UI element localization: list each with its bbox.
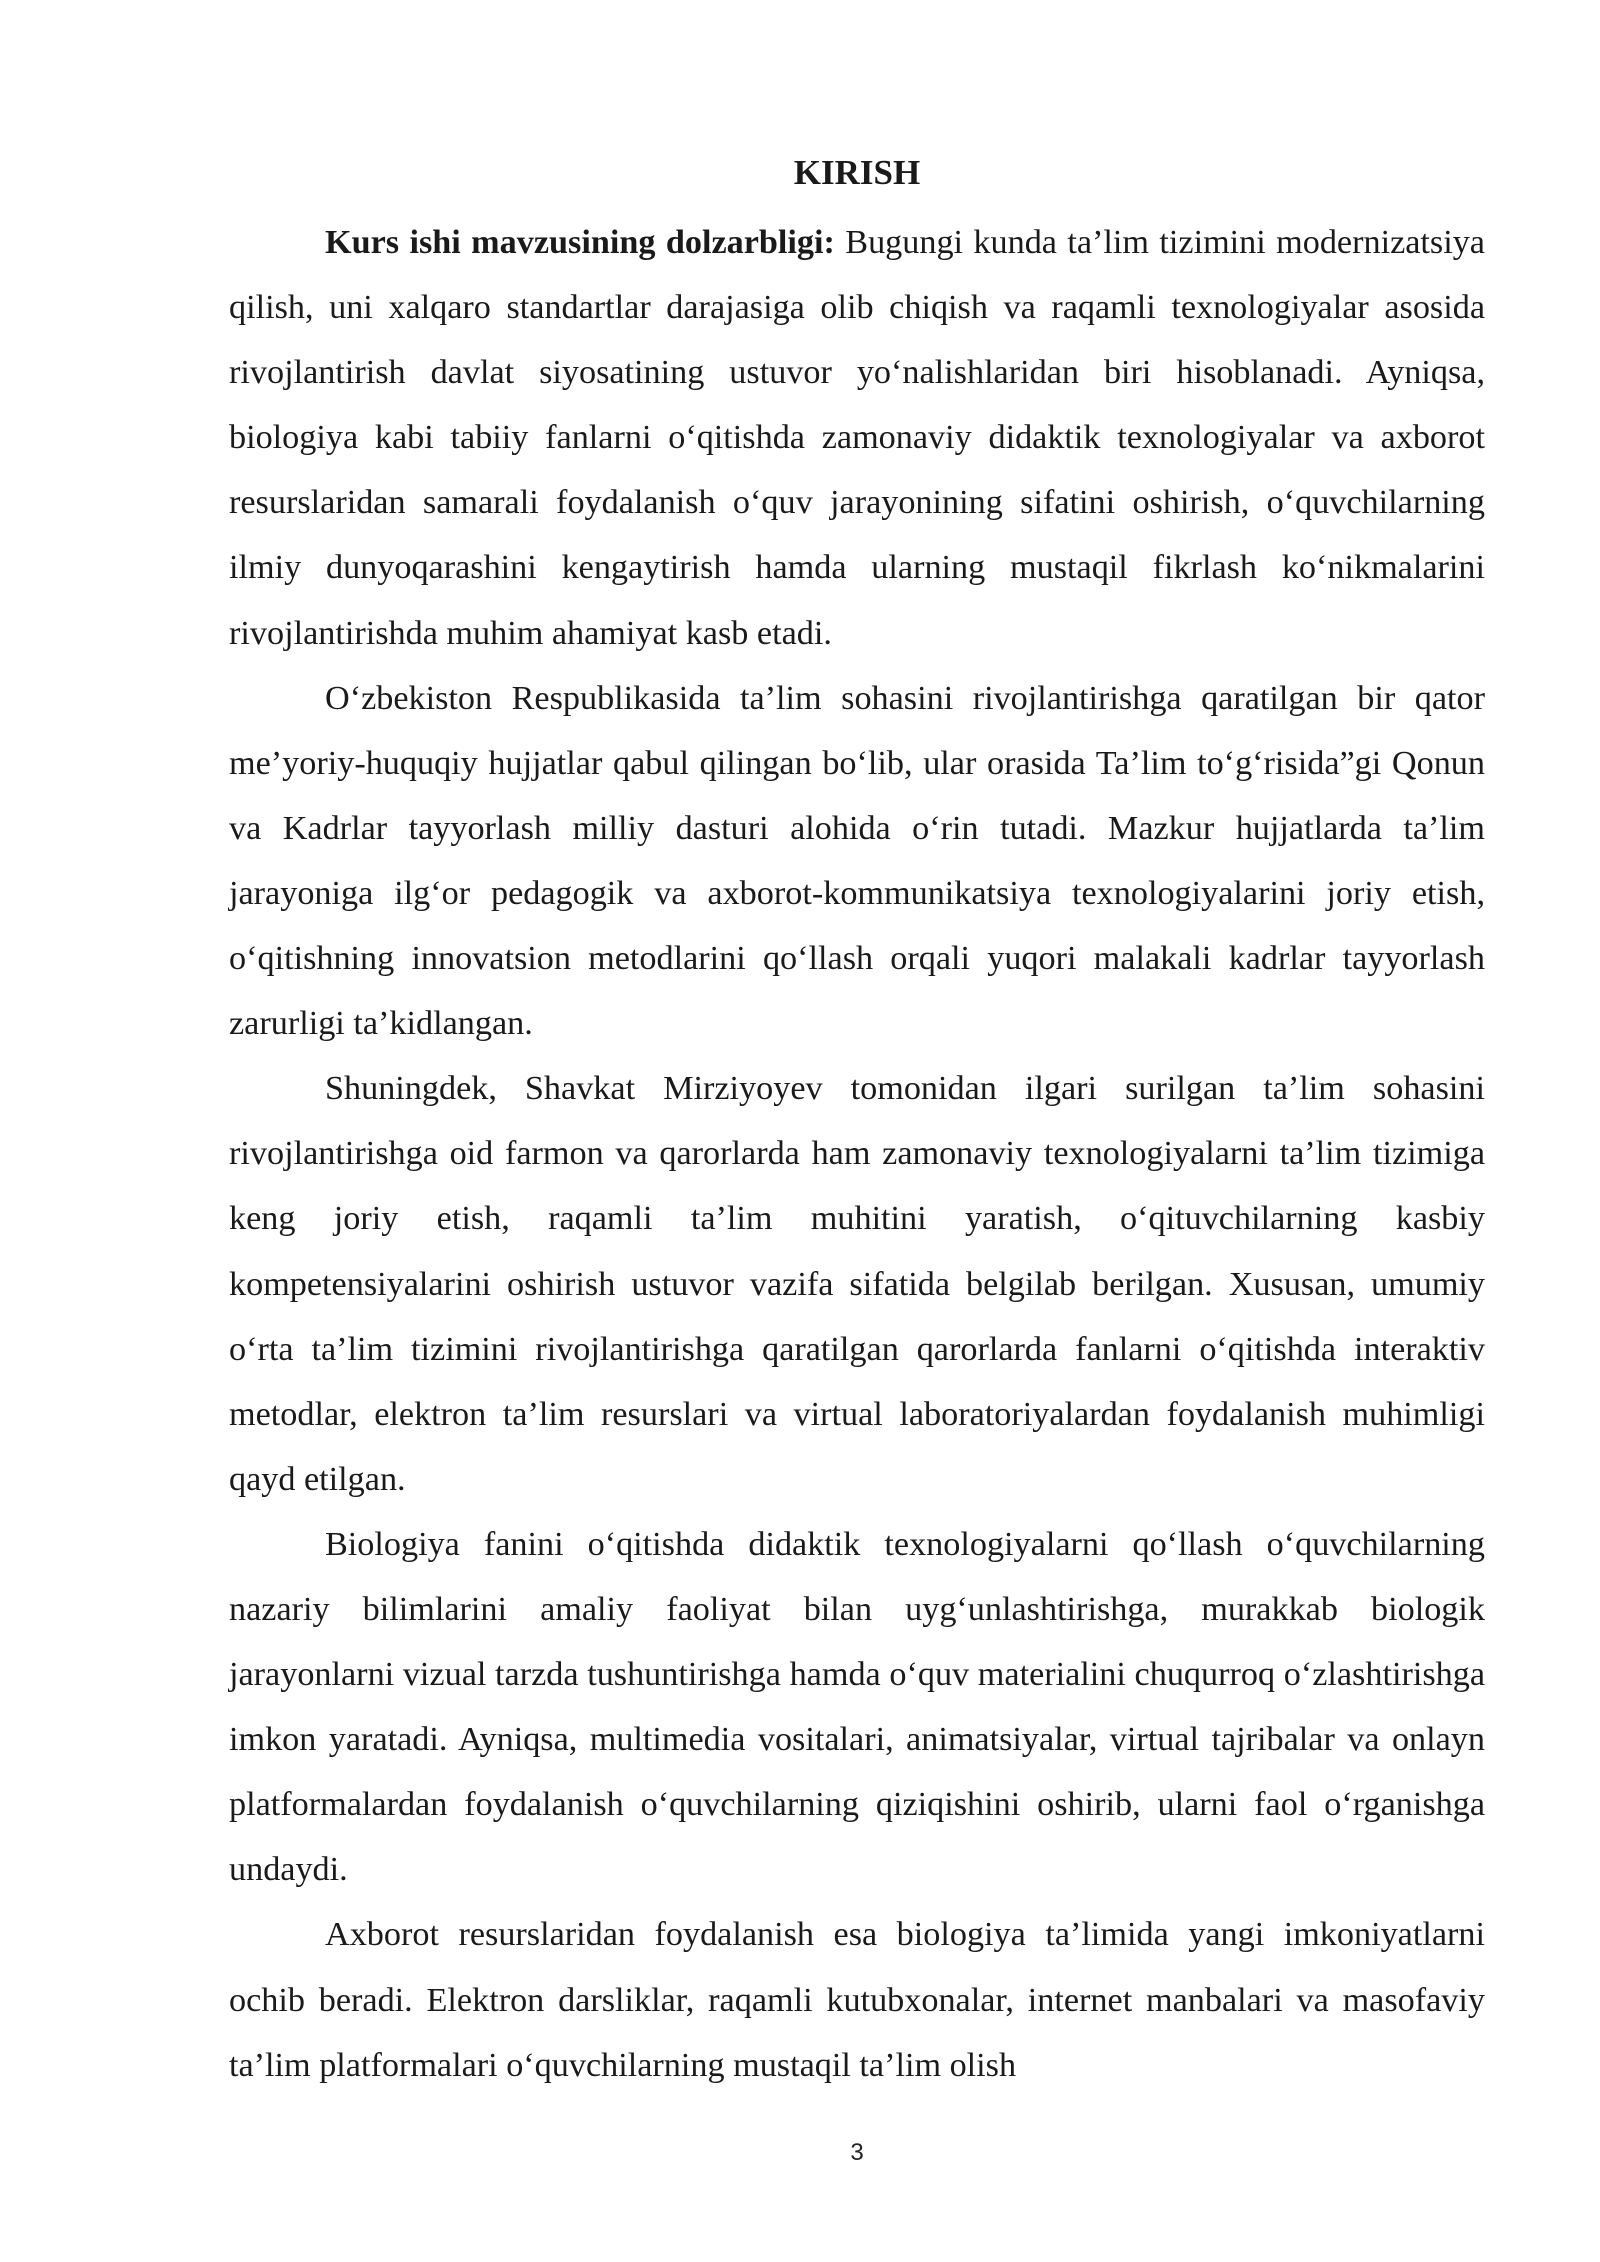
document-page: [229, 0, 1485, 2262]
body-text: [229, 210, 1485, 2098]
paragraph-text: Bugungi kunda ta’lim tizimini modernizatsiya qilish, uni xalqaro standartlar darajasiga olib chiqish va raqamli texnologiyalar asosida rivojlantirish davlat siyosatining ustuvor yo‘nalishlaridan biri hisoblanadi. Ayniqsa, biologiya kabi tabiiy fanlarni o‘qitishda zamonaviy didaktik texnologiyalar va axborot resurslaridan samarali foydalanish o‘quv jarayonining sifatini oshirish, o‘quvchilarning ilmiy dunyoqarashini kengaytirish hamda ularning mustaqil fikrlash ko‘nikmalarini rivojlantirishda muhim ahamiyat kasb etadi.: [229, 224, 1485, 652]
paragraph-lead: Kurs ishi mavzusining dolzarbligi:: [325, 224, 835, 261]
section-heading: KIRISH: [793, 153, 921, 192]
paragraph-decrees: Shuningdek, Shavkat Mirziyoyev tomonidan ilgari surilgan ta’lim sohasini rivojlantirishga oid farmon va qarorlarda ham zamonaviy texnologiyalarni ta’lim tizimiga keng joriy etish, raqamli ta’lim muhitini yaratish, o‘qituvchilarning kasbiy kompetensiyalarini oshirish ustuvor vazifa sifatida belgilab berilgan. Xususan, umumiy o‘rta ta’lim tizimini rivojlantirishga qaratilgan qarorlarda fanlarni o‘qitishda interaktiv metodlar, elektron ta’lim resurslari va virtual laboratoriyalardan foydalanish muhimligi qayd etilgan.: [229, 1070, 1485, 1498]
page-number: 3: [850, 2139, 864, 2166]
paragraph-information-resources: Axborot resurslaridan foydalanish esa biologiya ta’limida yangi imkoniyatlarni ochib beradi. Elektron darsliklar, raqamli kutubxonalar, internet manbalari va masofaviy ta’lim platformalari o‘quvchilarning mustaqil ta’lim olish: [229, 1916, 1485, 2084]
paragraph-legislation: O‘zbekiston Respublikasida ta’lim sohasini rivojlantirishga qaratilgan bir qator me’yoriy-huquqiy hujjatlar qabul qilingan bo‘lib, ular orasida Ta’lim to‘g‘risida”gi Qonun va Kadrlar tayyorlash milliy dasturi alohida o‘rin tutadi. Mazkur hujjatlarda ta’lim jarayoniga ilg‘or pedagogik va axborot-kommunikatsiya texnologiyalarini joriy etish, o‘qitishning innovatsion metodlarini qo‘llash orqali yuqori malakali kadrlar tayyorlash zarurligi ta’kidlangan.: [229, 679, 1485, 1043]
paragraph-didactic-technologies: Biologiya fanini o‘qitishda didaktik texnologiyalarni qo‘llash o‘quvchilarning nazariy bilimlarini amaliy faoliyat bilan uyg‘unlashtirishga, murakkab biologik jarayonlarni vizual tarzda tushuntirishga hamda o‘quv materialini chuqurroq o‘zlashtirishga imkon yaratadi. Ayniqsa, multimedia vositalari, animatsiyalar, virtual tajribalar va onlayn platformalardan foydalanish o‘quvchilarning qiziqishini oshirib, ularni faol o‘rganishga undaydi.: [229, 1525, 1485, 1889]
paragraph-relevance: [229, 210, 1485, 666]
